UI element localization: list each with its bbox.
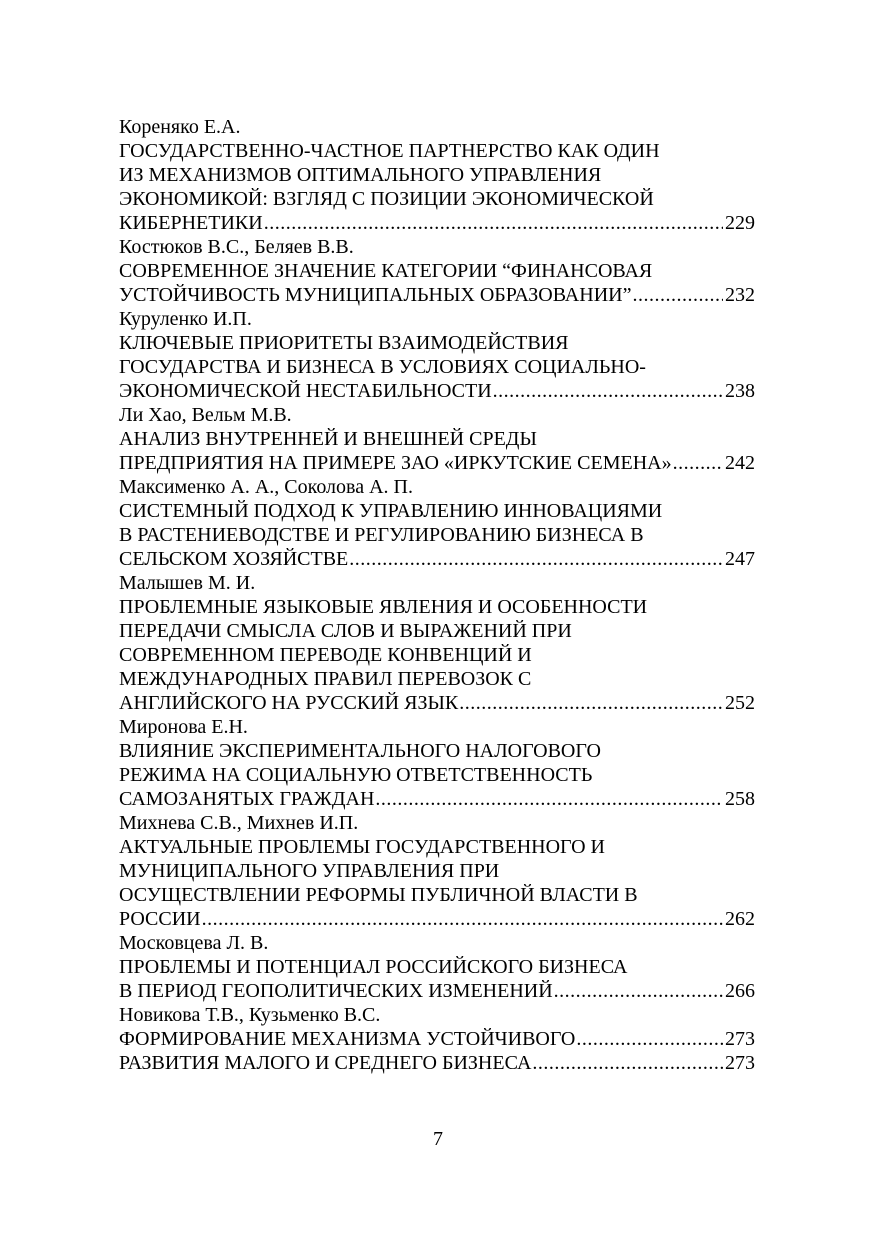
dot-leader: [264, 211, 723, 235]
dot-leader: [554, 979, 723, 1003]
toc-entry-page-number: 262: [725, 908, 755, 930]
toc-entry-page-number: 247: [725, 548, 755, 570]
toc-entry-title-line: АКТУАЛЬНЫЕ ПРОБЛЕМЫ ГОСУДАРСТВЕННОГО И: [119, 836, 605, 858]
toc-entry-title-line: УСТОЙЧИВОСТЬ МУНИЦИПАЛЬНЫХ ОБРАЗОВАНИИ”: [119, 284, 632, 306]
toc-entry-title-line: РЕЖИМА НА СОЦИАЛЬНУЮ ОТВЕТСТВЕННОСТЬ: [119, 764, 593, 786]
toc-entry-title-line: СОВРЕМЕННОМ ПЕРЕВОДЕ КОНВЕНЦИЙ И: [119, 644, 532, 666]
toc-entry-title-final-line: [119, 451, 755, 475]
toc-entry-title-line: КИБЕРНЕТИКИ: [119, 212, 263, 234]
toc-entry[interactable]: [119, 115, 755, 235]
table-of-contents: [119, 115, 755, 1075]
toc-entry-title-line: КЛЮЧЕВЫЕ ПРИОРИТЕТЫ ВЗАИМОДЕЙСТВИЯ: [119, 332, 569, 354]
toc-entry-title-final-line: [119, 547, 755, 571]
toc-entry-page-number: 266: [725, 980, 755, 1002]
toc-entry-title-final-line: [119, 979, 755, 1003]
toc-entry-title-final-line: [119, 1051, 755, 1075]
toc-entry-authors: Костюков В.С., Беляев В.В.: [119, 236, 354, 258]
toc-entry-authors: Кореняко Е.А.: [119, 116, 241, 138]
toc-entry-title-final-line: [119, 1027, 755, 1051]
toc-entry[interactable]: [119, 931, 755, 1003]
toc-entry-page-number: 273: [725, 1052, 755, 1074]
toc-entry-title-line: САМОЗАНЯТЫХ ГРАЖДАН: [119, 788, 375, 810]
toc-entry-page-number: 238: [725, 380, 755, 402]
toc-entry-title-line: РОССИИ: [119, 908, 201, 930]
toc-entry-page-number: 252: [725, 692, 755, 714]
toc-entry[interactable]: [119, 715, 755, 811]
toc-entry-title-final-line: [119, 283, 755, 307]
toc-entry-title-line: СЕЛЬСКОМ ХОЗЯЙСТВЕ: [119, 548, 349, 570]
page-number: 7: [433, 1128, 443, 1150]
toc-entry-title-line: ИЗ МЕХАНИЗМОВ ОПТИМАЛЬНОГО УПРАВЛЕНИЯ: [119, 164, 602, 186]
toc-entry-title-line: СИСТЕМНЫЙ ПОДХОД К УПРАВЛЕНИЮ ИННОВАЦИЯМИ: [119, 500, 663, 522]
toc-entry-authors: Малышев М. И.: [119, 572, 256, 594]
toc-entry[interactable]: [119, 1003, 755, 1075]
toc-entry-title-line: ПРЕДПРИЯТИЯ НА ПРИМЕРЕ ЗАО «ИРКУТСКИЕ СЕМЕНА»: [119, 452, 672, 474]
toc-entry-title-line: МУНИЦИПАЛЬНОГО УПРАВЛЕНИЯ ПРИ: [119, 860, 500, 882]
toc-entry-authors: Максименко А. А., Соколова А. П.: [119, 476, 413, 498]
toc-entry-authors: Ли Хао, Вельм М.В.: [119, 404, 292, 426]
dot-leader: [459, 691, 723, 715]
toc-entry-title-line: ОСУЩЕСТВЛЕНИИ РЕФОРМЫ ПУБЛИЧНОЙ ВЛАСТИ В: [119, 884, 638, 906]
toc-entry-authors: Михнева С.В., Михнев И.П.: [119, 812, 359, 834]
toc-entry[interactable]: [119, 571, 755, 715]
toc-entry-title-line: ВЛИЯНИЕ ЭКСПЕРИМЕНТАЛЬНОГО НАЛОГОВОГО: [119, 740, 601, 762]
toc-entry-authors: Миронова Е.Н.: [119, 716, 248, 738]
toc-entry-title-final-line: [119, 691, 755, 715]
toc-entry-title-line: ЭКОНОМИЧЕСКОЙ НЕСТАБИЛЬНОСТИ: [119, 380, 492, 402]
toc-entry-title-line: АНГЛИЙСКОГО НА РУССКИЙ ЯЗЫК: [119, 692, 459, 714]
dot-leader: [632, 283, 723, 307]
toc-entry[interactable]: [119, 475, 755, 571]
toc-entry-title-line: ГОСУДАРСТВА И БИЗНЕСА В УСЛОВИЯХ СОЦИАЛЬНО-: [119, 356, 646, 378]
toc-entry-title-line: ЭКОНОМИКОЙ: ВЗГЛЯД С ПОЗИЦИИ ЭКОНОМИЧЕСКОЙ: [119, 188, 654, 210]
dot-leader: [576, 1027, 723, 1051]
toc-entry-title-final-line: [119, 211, 755, 235]
toc-entry-authors: Куруленко И.П.: [119, 308, 252, 330]
toc-entry-title-line: МЕЖДУНАРОДНЫХ ПРАВИЛ ПЕРЕВОЗОК С: [119, 668, 532, 690]
dot-leader: [202, 907, 723, 931]
toc-entry[interactable]: [119, 811, 755, 931]
toc-entry-authors: Новикова Т.В., Кузьменко В.С.: [119, 1004, 381, 1026]
toc-entry-page-number: 273: [725, 1028, 755, 1050]
toc-entry-page-number: 242: [725, 452, 755, 474]
toc-entry[interactable]: [119, 307, 755, 403]
toc-entry-authors: Московцева Л. В.: [119, 932, 269, 954]
dot-leader: [673, 451, 723, 475]
toc-entry[interactable]: [119, 235, 755, 307]
toc-entry-title-line: ФОРМИРОВАНИЕ МЕХАНИЗМА УСТОЙЧИВОГО: [119, 1028, 576, 1050]
toc-entry-title-line: АНАЛИЗ ВНУТРЕННЕЙ И ВНЕШНЕЙ СРЕДЫ: [119, 428, 537, 450]
toc-entry-title-final-line: [119, 907, 755, 931]
toc-entry-title-final-line: [119, 379, 755, 403]
toc-entry-title-line: РАЗВИТИЯ МАЛОГО И СРЕДНЕГО БИЗНЕСА: [119, 1052, 532, 1074]
dot-leader: [375, 787, 723, 811]
toc-entry-title-final-line: [119, 787, 755, 811]
toc-entry-title-line: СОВРЕМЕННОЕ ЗНАЧЕНИЕ КАТЕГОРИИ “ФИНАНСОВАЯ: [119, 260, 653, 282]
toc-entry-title-line: ПЕРЕДАЧИ СМЫСЛА СЛОВ И ВЫРАЖЕНИЙ ПРИ: [119, 620, 572, 642]
toc-entry[interactable]: [119, 403, 755, 475]
toc-entry-title-line: ГОСУДАРСТВЕННО-ЧАСТНОЕ ПАРТНЕРСТВО КАК ОДИН: [119, 140, 660, 162]
toc-entry-page-number: 229: [725, 212, 755, 234]
toc-entry-title-line: В РАСТЕНИЕВОДСТВЕ И РЕГУЛИРОВАНИЮ БИЗНЕСА В: [119, 524, 644, 546]
toc-entry-title-line: В ПЕРИОД ГЕОПОЛИТИЧЕСКИХ ИЗМЕНЕНИЙ: [119, 980, 553, 1002]
dot-leader: [349, 547, 723, 571]
toc-entry-page-number: 258: [725, 788, 755, 810]
dot-leader: [532, 1051, 723, 1075]
toc-entry-title-line: ПРОБЛЕМНЫЕ ЯЗЫКОВЫЕ ЯВЛЕНИЯ И ОСОБЕННОСТИ: [119, 596, 648, 618]
toc-entry-page-number: 232: [725, 284, 755, 306]
dot-leader: [493, 379, 723, 403]
toc-entry-title-line: ПРОБЛЕМЫ И ПОТЕНЦИАЛ РОССИЙСКОГО БИЗНЕСА: [119, 956, 628, 978]
